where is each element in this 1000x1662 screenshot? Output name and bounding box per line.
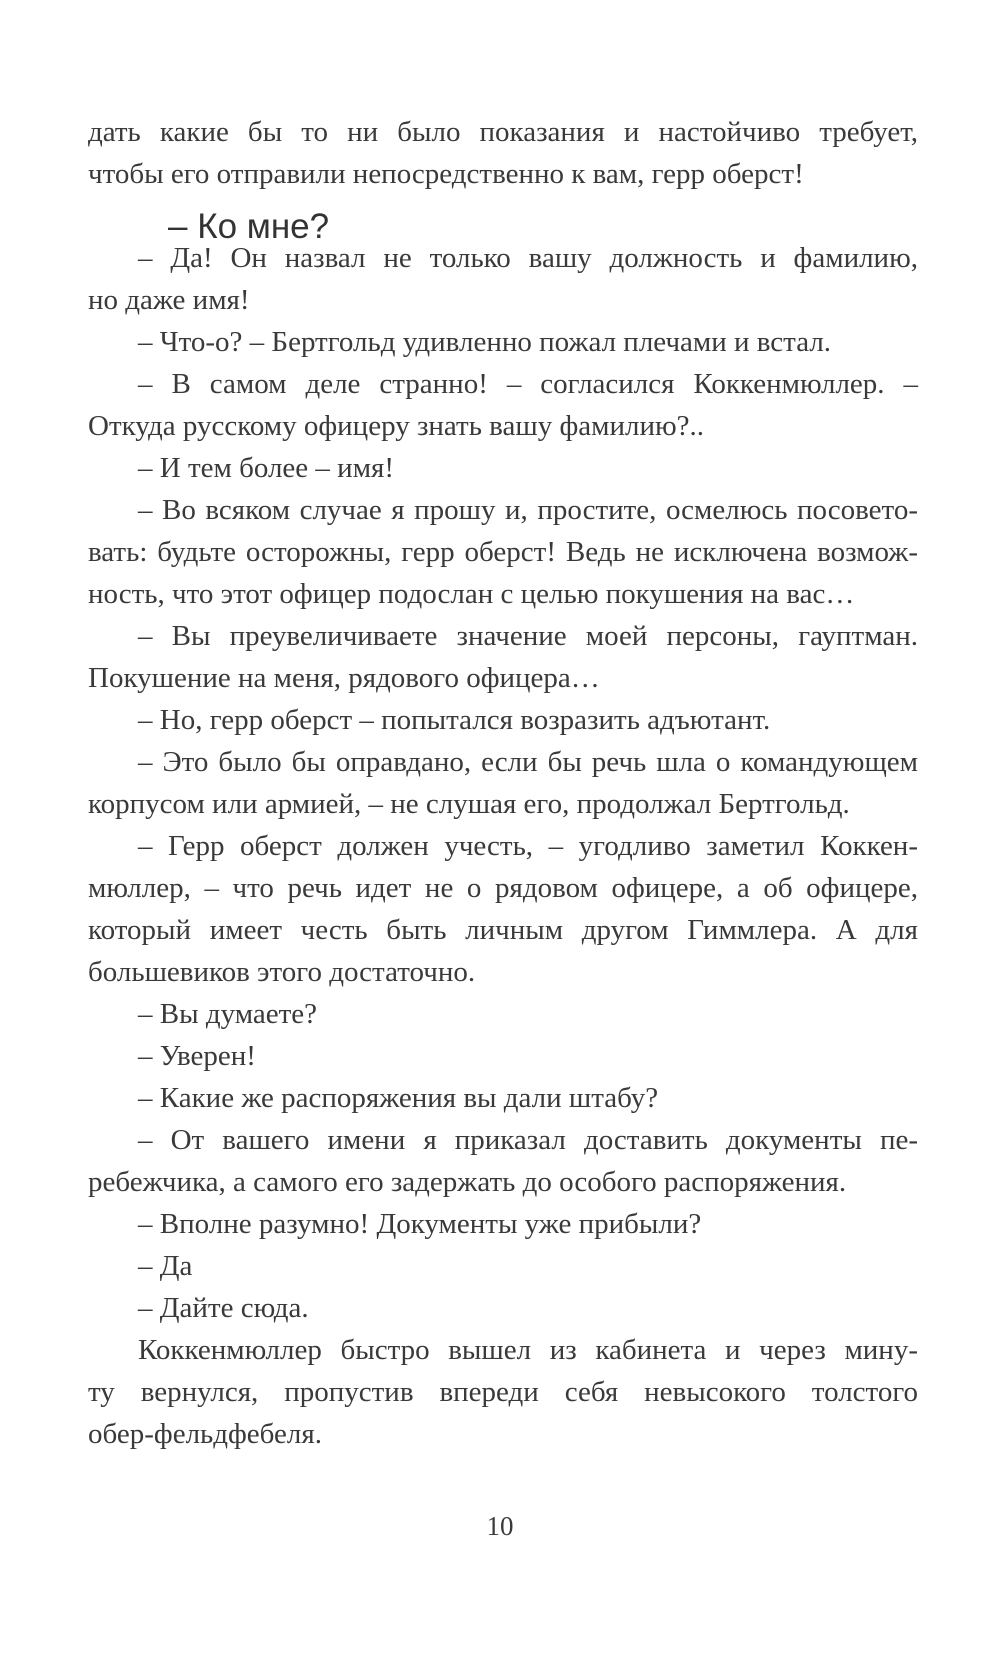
text-line: – Какие же распоряжения вы дали штабу? — [138, 1082, 659, 1114]
text-line: Коккенмюллер быстро вышел из кабинета и через мину- — [138, 1334, 918, 1366]
text-line: вать: будьте осторожны, герр оберст! Ведь не исключена возмож- — [88, 536, 918, 568]
text-line: ту вернулся, пропустив впереди себя невысокого толстого — [88, 1376, 918, 1408]
text-line: – Дайте сюда. — [138, 1292, 309, 1324]
text-line: чтобы его отправили непосредственно к вам, герр оберст! — [88, 158, 804, 190]
text-line: который имеет честь быть личным другом Гиммлера. А для — [88, 914, 918, 946]
text-line: дать какие бы то ни было показания и настойчиво требует, — [88, 116, 918, 148]
text-line: – Вполне разумно! Документы уже прибыли? — [138, 1208, 702, 1240]
text-line: – Что-о? – Бертгольд удивленно пожал плечами и встал. — [138, 326, 832, 358]
text-line: мюллер, – что речь идет не о рядовом офицере, а об офицере, — [88, 872, 918, 904]
text-line: – Но, герр оберст – попытался возразить адъютант. — [138, 704, 771, 736]
text-line: большевиков этого достаточно. — [88, 956, 476, 988]
text-line: Откуда русскому офицеру знать вашу фамилию?.. — [88, 410, 705, 442]
text-line: – Вы думаете? — [138, 998, 318, 1030]
page-number: 10 — [486, 1511, 514, 1541]
text-line: Покушение на меня, рядового офицера… — [88, 662, 600, 694]
text-line: – Да! Он назвал не только вашу должность и фамилию, — [138, 242, 918, 274]
text-line: – Это было бы оправдано, если бы речь шла о командующем — [138, 746, 918, 778]
text-line: ность, что этот офицер подослан с целью покушения на вас… — [88, 578, 855, 610]
text-line: – В самом деле странно! – согласился Коккенмюллер. – — [138, 368, 918, 400]
text-line: – Уверен! — [138, 1040, 256, 1072]
text-line: обер-фельдфебеля. — [88, 1418, 322, 1450]
text-line: корпусом или армией, – не слушая его, продолжал Бертгольд. — [88, 788, 850, 820]
text-line: – Вы преувеличиваете значение моей персоны, гауптман. — [138, 620, 918, 652]
text-line: – И тем более – имя! — [138, 452, 395, 484]
text-line: – Во всяком случае я прошу и, простите, осмелюсь посовето- — [138, 494, 918, 526]
text-line: – От вашего имени я приказал доставить документы пе- — [138, 1124, 918, 1156]
text-line: ребежчика, а самого его задержать до особого распоряжения. — [88, 1166, 847, 1198]
text-line: но даже имя! — [88, 284, 250, 316]
text-line: – Да — [138, 1250, 193, 1282]
text-line: – Герр оберст должен учесть, – угодливо заметил Коккен- — [138, 830, 918, 862]
dialogue-heading: – Ко мне? — [168, 207, 330, 246]
